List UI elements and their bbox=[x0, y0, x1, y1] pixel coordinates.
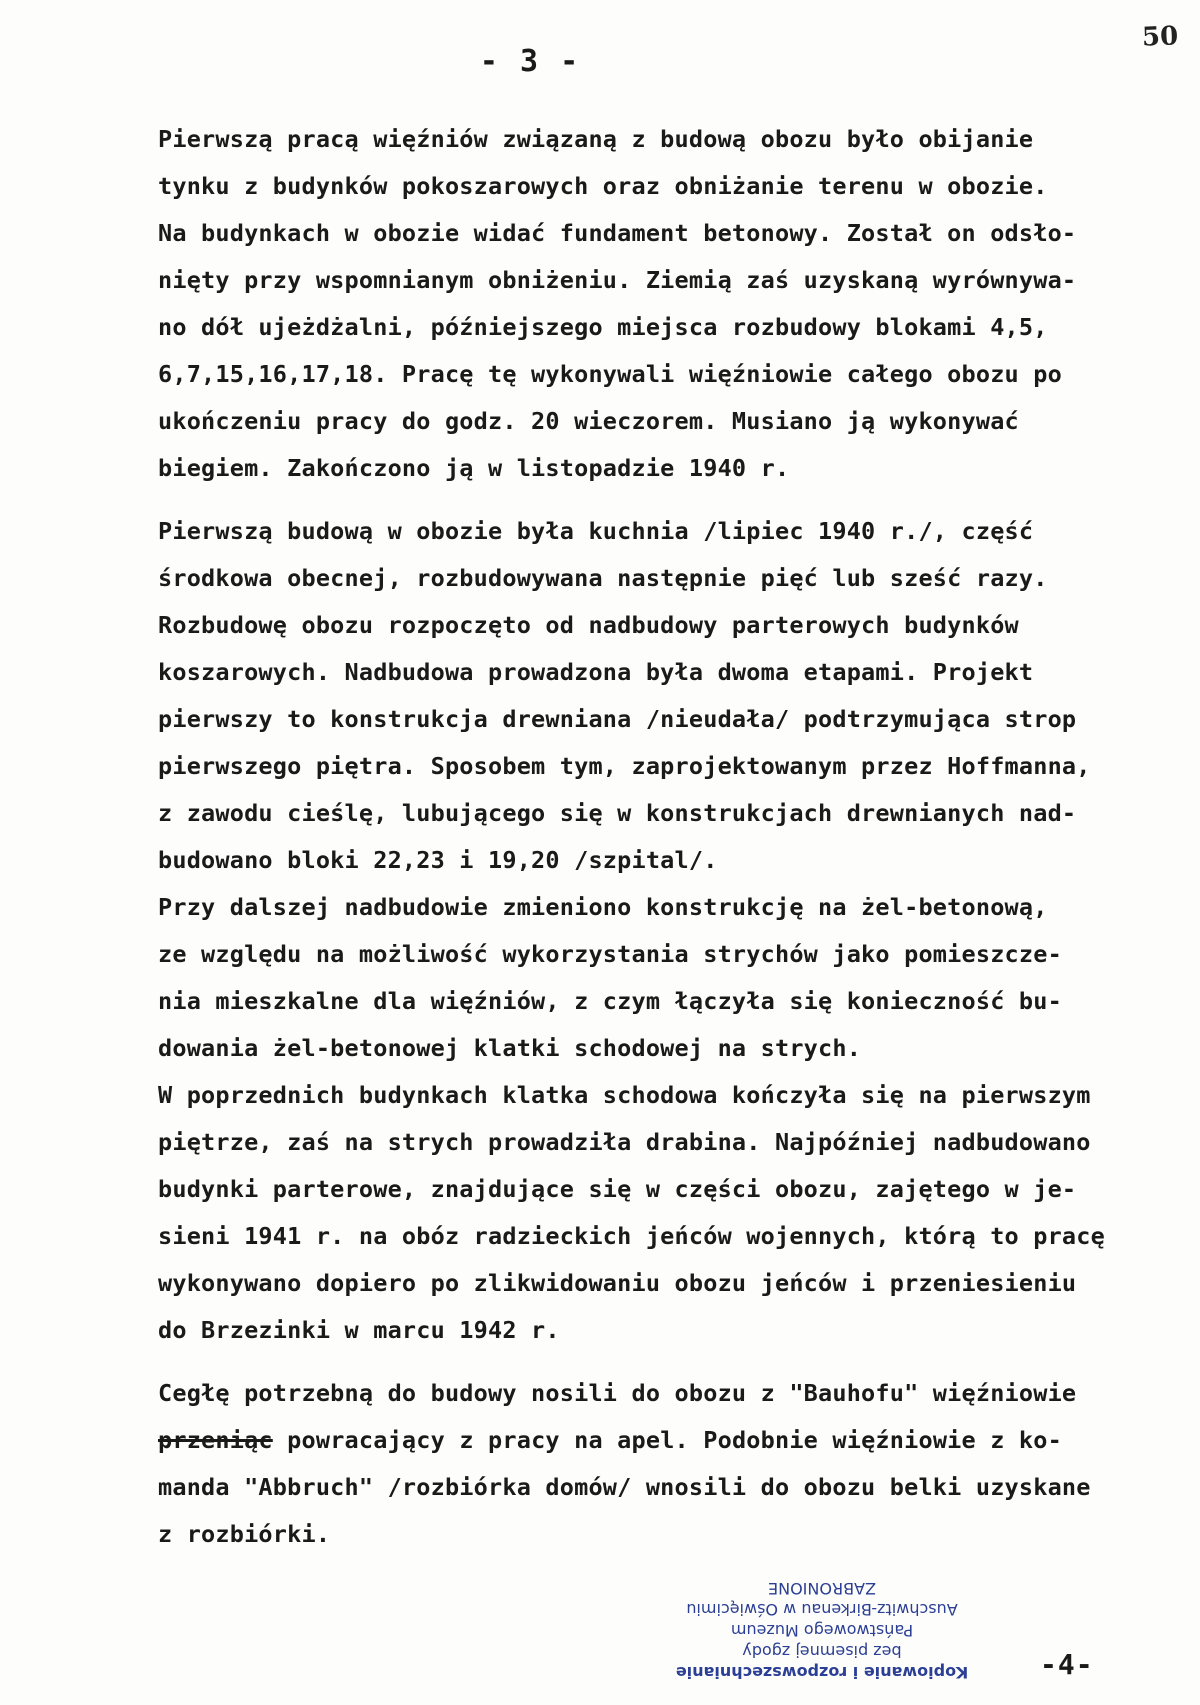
text-line: budynki parterowe, znajdujące się w części obozu, zajętego w je- bbox=[158, 1175, 1077, 1203]
page-number-top: - 3 - bbox=[479, 44, 581, 79]
text-line: Cegłę potrzebną do budowy nosili do obozu z "Bauhofu" więźniowie bbox=[158, 1379, 1077, 1407]
text-line: sieni 1941 r. na obóz radzieckich jeńców wojennych, którą to pracę bbox=[158, 1222, 1105, 1250]
text-line: środkowa obecnej, rozbudowywana następnie pięć lub sześć razy. bbox=[158, 564, 1048, 592]
text-line: piętrze, zaś na strych prowadziła drabina. Najpóźniej nadbudowano bbox=[158, 1128, 1091, 1156]
text-line: ze względu na możliwość wykorzystania strychów jako pomieszcze- bbox=[158, 940, 1062, 968]
text-line: pierwszego piętra. Sposobem tym, zaprojektowanym przez Hoffmanna, bbox=[158, 752, 1091, 780]
text-line: Pierwszą budową w obozie była kuchnia /lipiec 1940 r./, część bbox=[158, 517, 1034, 545]
text-line: 6,7,15,16,17,18. Pracę tę wykonywali więźniowie całego obozu po bbox=[158, 360, 1062, 388]
text-line: do Brzezinki w marcu 1942 r. bbox=[158, 1316, 560, 1344]
paragraph-3 bbox=[158, 1370, 1188, 1558]
text-line: ukończeniu pracy do godz. 20 wieczorem. Musiano ją wykonywać bbox=[158, 407, 1019, 435]
text-line: koszarowych. Nadbudowa prowadzona była dwoma etapami. Projekt bbox=[158, 658, 1034, 686]
struck-out-word: przeniąc bbox=[158, 1426, 273, 1454]
text-line: nia mieszkalne dla więźniów, z czym łączyła się konieczność bu- bbox=[158, 987, 1062, 1015]
text-line-rest: powracający z pracy na apel. Podobnie więźniowie z ko- bbox=[272, 1426, 1062, 1454]
stamp-line: ZABRONIONE bbox=[768, 1579, 876, 1598]
text-line: budowano bloki 22,23 i 19,20 /szpital/. bbox=[158, 846, 718, 874]
text-line-with-strikeout bbox=[158, 1417, 1188, 1464]
text-line: no dół ujeżdżalni, późniejszego miejsca rozbudowy blokami 4,5, bbox=[158, 313, 1048, 341]
text-line: pierwszy to konstrukcja drewniana /nieudała/ podtrzymująca strop bbox=[158, 705, 1077, 733]
text-line: Przy dalszej nadbudowie zmieniono konstrukcję na żel-betonową, bbox=[158, 893, 1048, 921]
text-line: tynku z budynków pokoszarowych oraz obniżanie terenu w obozie. bbox=[158, 172, 1048, 200]
text-line: Na budynkach w obozie widać fundament betonowy. Został on odsło- bbox=[158, 219, 1077, 247]
text-line: Pierwszą pracą więźniów związaną z budową obozu było obijanie bbox=[158, 125, 1034, 153]
text-line: Rozbudowę obozu rozpoczęto od nadbudowy parterowych budynków bbox=[158, 611, 1019, 639]
text-line: W poprzednich budynkach klatka schodowa kończyła się na pierwszym bbox=[158, 1081, 1091, 1109]
stamp-line: Auschwitz-Birkenau w Oświęcimiu bbox=[686, 1600, 958, 1619]
text-line: z zawodu cieślę, lubującego się w konstrukcjach drewnianych nad- bbox=[158, 799, 1077, 827]
text-line: manda "Abbruch" /rozbiórka domów/ wnosili do obozu belki uzyskane bbox=[158, 1473, 1091, 1501]
stamp-line: Kopiowanie i rozpowszechnianie bbox=[675, 1663, 969, 1682]
text-line: z rozbiórki. bbox=[158, 1520, 331, 1548]
stamp-line: Państwowego Muzeum bbox=[730, 1621, 914, 1640]
page-number-bottom: -4- bbox=[1040, 1648, 1094, 1681]
text-line: dowania żel-betonowej klatki schodowej na strych. bbox=[158, 1034, 862, 1062]
paragraph-1 bbox=[158, 116, 1188, 492]
paragraph-2 bbox=[158, 508, 1188, 1354]
text-line: wykonywano dopiero po zlikwidowaniu obozu jeńców i przeniesieniu bbox=[158, 1269, 1077, 1297]
archive-page-number: 50 bbox=[1141, 21, 1179, 53]
stamp-line: bez pisemnej zgody bbox=[742, 1642, 902, 1661]
text-line: biegiem. Zakończono ją w listopadzie 1940 r. bbox=[158, 454, 790, 482]
document-body bbox=[158, 116, 1188, 1574]
text-line: nięty przy wspomnianym obniżeniu. Ziemią zaś uzyskaną wyrównywa- bbox=[158, 266, 1077, 294]
archive-copyright-stamp bbox=[672, 1578, 972, 1683]
